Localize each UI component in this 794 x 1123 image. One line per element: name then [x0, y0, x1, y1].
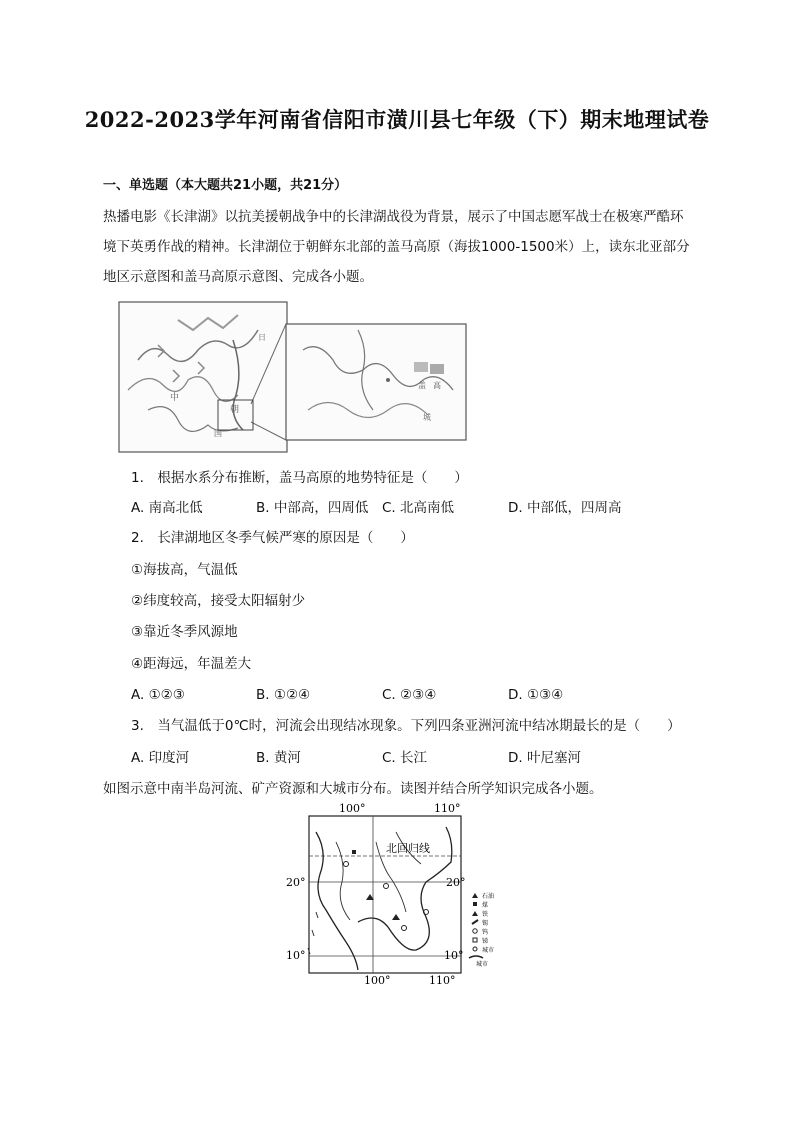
- tropic-label: 北回归线: [386, 842, 430, 855]
- intro-paragraph-2: 如图示意中南半岛河流、矿产资源和大城市分布。读图并结合所学知识完成各小题。: [103, 781, 603, 797]
- northeast-asia-map: [118, 300, 468, 456]
- lat-20-right: 20°: [446, 876, 466, 889]
- iron-icon: [472, 911, 478, 916]
- map-legend: [469, 892, 494, 968]
- svg-text:中: 中: [170, 393, 180, 403]
- question-3-stem: 3. 当气温低于0℃时，河流会出现结冰现象。下列四条亚洲河流中结冰期最长的是（ ）: [131, 718, 681, 734]
- question-2-item-1: ①海拔高，气温低: [131, 562, 238, 578]
- svg-text:城: 城: [423, 413, 431, 422]
- question-3-option-a[interactable]: A. 印度河: [131, 750, 190, 766]
- lon-100-bottom: 100°: [364, 974, 391, 986]
- svg-text:国: 国: [214, 429, 222, 438]
- question-3-option-d[interactable]: D. 叶尼塞河: [508, 750, 581, 766]
- antimony-icon: [473, 938, 477, 942]
- page-title: 2022-2023学年河南省信阳市潢川县七年级（下）期末地理试卷: [84, 107, 710, 132]
- section-heading: 一、单选题（本大题共21小题，共21分）: [103, 178, 348, 193]
- city-icon: [473, 947, 477, 951]
- lon-110-bottom: 110°: [429, 974, 456, 986]
- question-3-option-c[interactable]: C. 长江: [382, 750, 428, 766]
- svg-text:朝: 朝: [230, 405, 240, 415]
- legend-iron: 铁: [482, 911, 489, 918]
- coal-icon: [473, 902, 477, 906]
- legend-tin: 锡: [482, 920, 489, 927]
- legend-city-2: 城市: [476, 961, 489, 968]
- svg-text:日: 日: [258, 333, 266, 342]
- legend-coal: 煤: [482, 902, 489, 909]
- lon-110-top: 110°: [434, 802, 461, 815]
- question-2-item-2: ②纬度较高，接受太阳辐射少: [131, 593, 306, 609]
- lon-100-top: 100°: [339, 802, 366, 815]
- oil-icon: [472, 893, 478, 898]
- question-2-item-3: ③靠近冬季风源地: [131, 624, 238, 640]
- legend-city: 城市: [482, 947, 495, 954]
- question-2-option-d[interactable]: D. ①③④: [508, 687, 564, 703]
- question-2-option-c[interactable]: C. ②③④: [382, 687, 437, 703]
- question-2-stem: 2. 长津湖地区冬季气候严寒的原因是（ ）: [131, 530, 414, 546]
- legend-tungsten: 钨: [482, 929, 489, 936]
- lat-10-left: 10°: [286, 949, 306, 962]
- tungsten-icon: [473, 929, 477, 933]
- question-1-option-c[interactable]: C. 北高南低: [382, 500, 455, 516]
- legend-oil: 石油: [482, 893, 495, 900]
- lat-20-left: 20°: [286, 876, 306, 889]
- question-3-option-b[interactable]: B. 黄河: [256, 750, 301, 766]
- svg-text:盖: 盖: [418, 381, 426, 390]
- question-2-option-b[interactable]: B. ①②④: [256, 687, 311, 703]
- question-2-option-a[interactable]: A. ①②③: [131, 687, 185, 703]
- question-1-option-a[interactable]: A. 南高北低: [131, 500, 203, 516]
- intro-paragraph-1: 热播电影《长津湖》以抗美援朝战争中的长津湖战役为背景，展示了中国志愿军战士在极寒严酷环境下英勇作战的精神。长津湖位于朝鲜东北部的盖马高原（海拔1000-1500米）上，读东北亚部分地区示意图和盖马高原示意图、完成各小题。: [103, 209, 690, 285]
- svg-text:高: 高: [433, 381, 441, 390]
- question-2-item-4: ④距海远，年温差大: [131, 656, 252, 672]
- indochina-map: [276, 802, 512, 986]
- lat-10-right: 10°: [444, 949, 464, 962]
- question-1-option-b[interactable]: B. 中部高，四周低: [256, 500, 369, 516]
- question-1-option-d[interactable]: D. 中部低，四周高: [508, 500, 622, 516]
- tin-icon: [472, 920, 478, 924]
- question-1-stem: 1. 根据水系分布推断，盖马高原的地势特征是（ ）: [131, 470, 468, 486]
- river-icon: [469, 956, 483, 958]
- legend-antimony: 锑: [482, 938, 489, 945]
